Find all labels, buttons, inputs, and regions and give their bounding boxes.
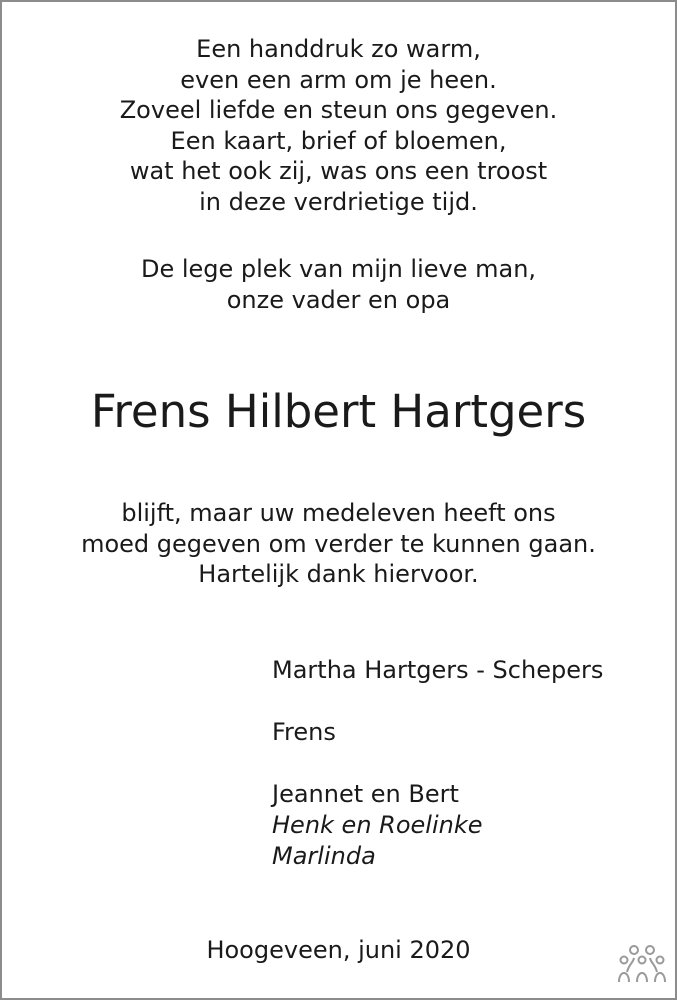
spacer [272,686,603,717]
signatory-grandchild: Marlinda [272,842,376,870]
poem-line: in deze verdrietige tijd. [199,187,478,216]
thanks-line: moed gegeven om verder te kunnen gaan. [81,529,596,558]
signatories [272,655,603,872]
signatory-child: Frens [272,718,336,746]
poem-line: Zoveel liefde en steun ons gegeven. [119,96,558,124]
thanks-line: Hartelijk dank hiervoor. [198,560,479,588]
signatory-child: Jeannet en Bert [272,780,459,808]
signatory-grandchild: Henk en Roelinke [272,811,483,839]
place-date: Hoogeveen, juni 2020 [206,936,471,964]
family-group-icon [616,944,668,986]
thanks-line: blijft, maar uw medeleven heeft ons [121,499,556,527]
lead-in-line: De lege plek van mijn lieve man, [140,255,537,283]
poem-intro [0,34,677,217]
poem-line: Een handdruk zo warm, [196,35,481,63]
thanks-text [0,498,677,590]
signatory-spouse: Martha Hartgers - Schepers [272,656,604,684]
lead-in [0,254,677,315]
poem-line: wat het ook zij, was ons een troost [129,157,548,185]
spacer [272,748,603,779]
poem-line: even een arm om je heen. [180,65,497,94]
deceased-name: Frens Hilbert Hartgers [90,385,587,438]
lead-in-line: onze vader en opa [226,285,451,314]
poem-line: Een kaart, brief of bloemen, [170,126,507,155]
